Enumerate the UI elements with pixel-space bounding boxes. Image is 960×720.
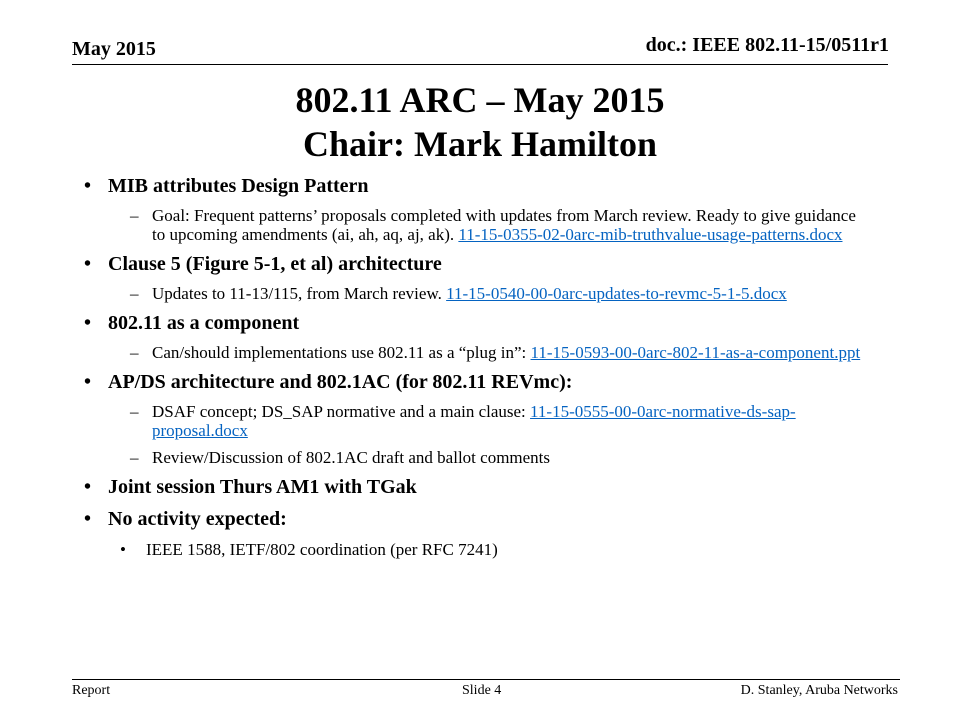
sub-bullet-ieee1588 [120,539,904,561]
dash-icon: – [130,284,139,303]
bullet-component [84,311,904,335]
bullet-text: AP/DS architecture and 802.1AC (for 802.11 REVmc): [108,371,573,393]
sub-bullet-plugin [130,343,866,362]
bullet-text: 802.11 as a component [108,312,300,334]
header-date: May 2015 [72,38,156,60]
sub-bullet-updates [130,284,866,303]
sub-bullet-text: Review/Discussion of 802.1AC draft and ballot comments [152,448,551,467]
dash-icon: – [130,343,139,362]
dash-icon: – [130,402,139,421]
header-doc-id: doc.: IEEE 802.11-15/0511r1 [645,34,889,56]
bullet-mib-attributes [84,174,904,198]
sub-bullet-dsaf [130,402,866,440]
sub-bullet-text: Can/should implementations use 802.11 as a “plug in”: [152,343,531,362]
bullet-no-activity [84,507,904,531]
slide-title [0,78,960,166]
bullet-dot-icon: • [120,540,126,559]
sub-bullet-goal [130,206,866,244]
doc-link-ds-sap-proposal[interactable]: 11-15-0555-00-0arc-normative-ds-sap-proposal.docx [152,402,796,440]
header-rule [72,64,888,65]
dash-icon: – [130,448,139,467]
doc-link-mib-truthvalue[interactable]: 11-15-0355-02-0arc-mib-truthvalue-usage-patterns.docx [458,225,843,244]
title-line-1: 802.11 ARC – May 2015 [295,80,665,120]
footer-author: D. Stanley, Aruba Networks [740,683,898,698]
sub-bullet-review [130,448,866,467]
bullet-dot-icon: • [84,312,92,334]
footer-slide-number: Slide 4 [462,683,502,698]
bullet-dot-icon: • [84,253,92,275]
bullet-dot-icon: • [84,371,92,393]
bullet-dot-icon: • [84,175,92,197]
bullet-joint-session [84,475,904,499]
sub-bullet-text: Goal: Frequent patterns’ proposals completed with updates from March review. Ready to give guidance to upcoming amendments (ai, ah, aq, aj, ak). [152,206,856,244]
bullet-ap-ds [84,370,904,394]
slide-content [84,174,904,561]
doc-link-as-a-component[interactable]: 11-15-0593-00-0arc-802-11-as-a-component.ppt [530,343,861,362]
dash-icon: – [130,206,139,225]
doc-link-updates-revmc[interactable]: 11-15-0540-00-0arc-updates-to-revmc-5-1-5.docx [446,284,787,303]
footer-rule [72,679,900,680]
footer-left: Report [72,683,111,698]
bullet-text: MIB attributes Design Pattern [108,175,369,197]
title-line-2: Chair: Mark Hamilton [303,124,657,164]
sub-bullet-text: IEEE 1588, IETF/802 coordination (per RFC 7241) [146,540,498,559]
bullet-text: No activity expected: [108,508,287,530]
bullet-dot-icon: • [84,476,92,498]
bullet-clause5 [84,252,904,276]
bullet-text: Clause 5 (Figure 5-1, et al) architecture [108,253,442,275]
bullet-dot-icon: • [84,508,92,530]
sub-bullet-text: DSAF concept; DS_SAP normative and a main clause: [152,402,531,421]
bullet-text: Joint session Thurs AM1 with TGak [108,476,417,498]
sub-bullet-text: Updates to 11-13/115, from March review. [152,284,447,303]
